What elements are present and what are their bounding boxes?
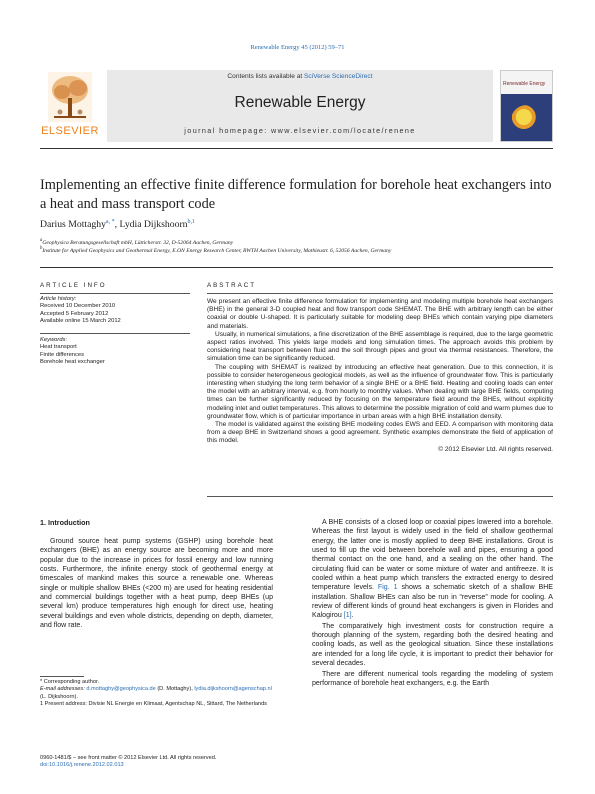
article-title: Implementing an effective finite difference formulation for borehole heat exchangers into a heat and mass transport code [40, 177, 552, 212]
reference-link[interactable]: [1] [343, 612, 352, 620]
article-info-label: ARTICLE INFO [40, 282, 107, 289]
body-right-column [312, 518, 553, 688]
header-rule [40, 148, 553, 149]
doi-link[interactable]: doi:10.1016/j.renene.2012.02.013 [40, 762, 124, 769]
author-marks[interactable]: b,1 [187, 219, 196, 225]
abstract-body [207, 298, 553, 453]
author-name[interactable]: Lydia Dijkshoorn [119, 219, 188, 231]
journal-citation[interactable]: Renewable Energy 45 (2012) 59–71 [250, 44, 345, 51]
author-name[interactable]: Darius Mottaghy [40, 219, 106, 231]
abstract-copyright: © 2012 Elsevier Ltd. All rights reserved. [438, 445, 553, 453]
section-heading: 1. Introduction [40, 518, 90, 527]
keywords [40, 337, 190, 367]
abstract-rule-top [207, 293, 553, 294]
affiliation-mark: b [40, 246, 43, 251]
received-date: Received 10 December 2010 [40, 303, 116, 310]
history-label: Article history: [40, 296, 77, 302]
contents-line [107, 73, 493, 80]
accepted-date: Accepted 5 February 2012 [40, 310, 109, 317]
body-paragraph: There are different numerical tools regarding the modeling of system performance of borehole heat exchangers, e.g. the Earth [312, 670, 553, 687]
email-label: E-mail addresses: [40, 686, 87, 693]
elsevier-logo[interactable] [40, 70, 100, 142]
journal-cover-thumbnail[interactable] [500, 70, 553, 142]
front-matter [40, 755, 340, 770]
journal-banner [107, 70, 493, 142]
cover-art-image [511, 105, 543, 135]
corresponding-author: * Corresponding author. [40, 679, 100, 685]
author-marks[interactable]: a, * [105, 219, 115, 225]
affiliation-text: Institute for Applied Geophysics and Geothermal Energy, E.ON Energy Research Center, RWTH Aachen University, Mathieustr. 6, 52056 Aachen, Germany [42, 247, 392, 254]
email-link[interactable]: d.mottaghy@geophysica.de [86, 686, 156, 693]
elsevier-tree-icon [48, 72, 92, 122]
body-paragraph [312, 518, 553, 621]
email-owner: (L. Dijkshoorn). [40, 693, 78, 700]
keywords-label: Keywords: [40, 337, 68, 343]
elsevier-wordmark: ELSEVIER [41, 125, 99, 137]
paragraph-text: A BHE consists of a closed loop or coaxial pipes lowered into a borehole. Whereas the first layout is widely used in the field of shallow geothermal energy, the latter one is mostly applied to deep BHE installations. Grout is used to fill up the void between borehole wall and pipes, ensuring a good thermal contact on the one hand, and a sealing on the other hand. The circulating fluid can be water or some mixture of water and antifreeze. It is cooled within a heat pump which transfers the extracted energy to desired temperature levels. [312, 519, 553, 592]
body-paragraph: Ground source heat pump systems (GSHP) using borehole heat exchangers (BHE) as an energy source are becoming more and more popular due to the increase in prices for fossil energy and low running costs. Furthermore, the infinite energy stock of geothermal energy at timescales of mankind makes this source a renewable one. Whereas single or multiple shallow BHEs (<200 m) are used for heating residential and commercial buildings together with a heat pump, deep BHEs (up several km) produce temperatures high enough for direct use, heating several buildings and even whole districts, depending on depth, diameter, and flow rate. [40, 538, 273, 630]
keywords-rule [40, 333, 190, 334]
paragraph-text: shows a schematic sketch of a shallow BHE installation. Shallow BHEs can also be run in “reverse” mode for cooling. A review of different kinds of ground heat exchangers is given in Florides and Kalogirou [312, 584, 554, 620]
keyword-item: Finite differences [40, 351, 85, 358]
abstract-rule-bottom [207, 496, 553, 497]
sciencedirect-link[interactable]: SciVerse ScienceDirect [304, 73, 373, 80]
abstract-paragraph: Usually, in numerical simulations, a fine discretization of the BHE assemblage is required, due to the large geometric aspect ratios involved. This yields large models and long simulation times. The approach avoids this problem by considering heat transport between fluid and the soil through pipes and grout via thermal resistances. Therefore, the simulation time can be significantly reduced. [207, 330, 553, 363]
abstract-paragraph: We present an effective finite difference formulation for implementing and modeling multiple borehole heat exchangers (BHE) in the general 3-D coupled heat and flow transport code SHEMAT. The BHE with arbitrary length can be either coaxial or double U-shaped. It is particularly suitable for modeling deep BHEs which contain varying pipe diameters and materials. [207, 298, 553, 330]
email-owner: (D. Mottaghy), [155, 686, 195, 693]
abstract-paragraph: The coupling with SHEMAT is realized by introducing an effective heat generation. Due to this connection, it is possible to consider heterogeneous geological models, as well as the influence of groundwater flow. This is particularly interesting when studying the long term behavior of a single BHE or a BHE field. Heating and cooling loads can enter the model with an arbitrary interval, e.g. from hourly to monthly values. When dealing with large BHE fields, computing times can be further significantly reduced by focusing on the temperature field around the BHEs, without explicitly modeling inlet and outlet temperatures. This allows to determine the possible migration of cold and warm plumes due to groundwater flow, which is of particular importance in urban areas with a high BHE installation density. [207, 363, 553, 420]
email-addresses [40, 686, 273, 701]
journal-title: Renewable Energy [234, 94, 366, 111]
author-list [40, 219, 553, 230]
body-left-column [40, 537, 273, 630]
online-date: Available online 15 March 2012 [40, 318, 121, 325]
keyword-item: Heat transport [40, 344, 77, 351]
abstract-label: ABSTRACT [207, 282, 257, 289]
article-info-rule [40, 293, 190, 294]
keyword-item: Borehole heat exchanger [40, 359, 105, 366]
affiliation-b [40, 246, 553, 254]
issn-line: 0960-1481/$ – see front matter © 2012 Elsevier Ltd. All rights reserved. [40, 755, 217, 761]
article-rule [40, 267, 553, 268]
contents-prefix: Contents lists available at [227, 73, 305, 80]
affiliation-text: Geophysica Beratungsgesellschaft mbH, Lütticherstr. 32, D-52064 Aachen, Germany [42, 239, 234, 246]
affiliation-a [40, 238, 553, 246]
body-paragraph: The comparatively high investment costs for construction require a thorough planning of the system, regarding both the desired heating and cooling loads, as well as the geological situation. Since these installations are intended for a long life cycle, it is important to predict their behavior for several decades. [312, 622, 553, 668]
affiliation-mark: a [40, 238, 43, 243]
figure-link[interactable]: Fig. 1 [377, 584, 398, 592]
footnotes [40, 679, 273, 708]
footnote-rule [40, 676, 84, 677]
author-separator: , [114, 219, 120, 231]
article-history [40, 296, 190, 326]
journal-header [40, 70, 553, 142]
paragraph-text: . [351, 612, 354, 620]
cover-title: Renewable Energy [503, 81, 546, 87]
abstract-paragraph: The model is validated against the existing BHE modeling codes EWS and EED. A comparison with monitoring data from a deep BHE in Switzerland shows a good agreement. Synthetic examples demonstrate the field of application of this model. [207, 421, 553, 445]
email-link[interactable]: lydia.dijkshoorn@agenschap.nl [194, 686, 272, 693]
journal-homepage-link[interactable]: journal homepage: www.elsevier.com/locate/renene [184, 126, 416, 135]
present-address: 1 Present address: Divisie NL Energie en Klimaat, Agentschap NL, Sittard, The Netherlands [40, 700, 267, 707]
